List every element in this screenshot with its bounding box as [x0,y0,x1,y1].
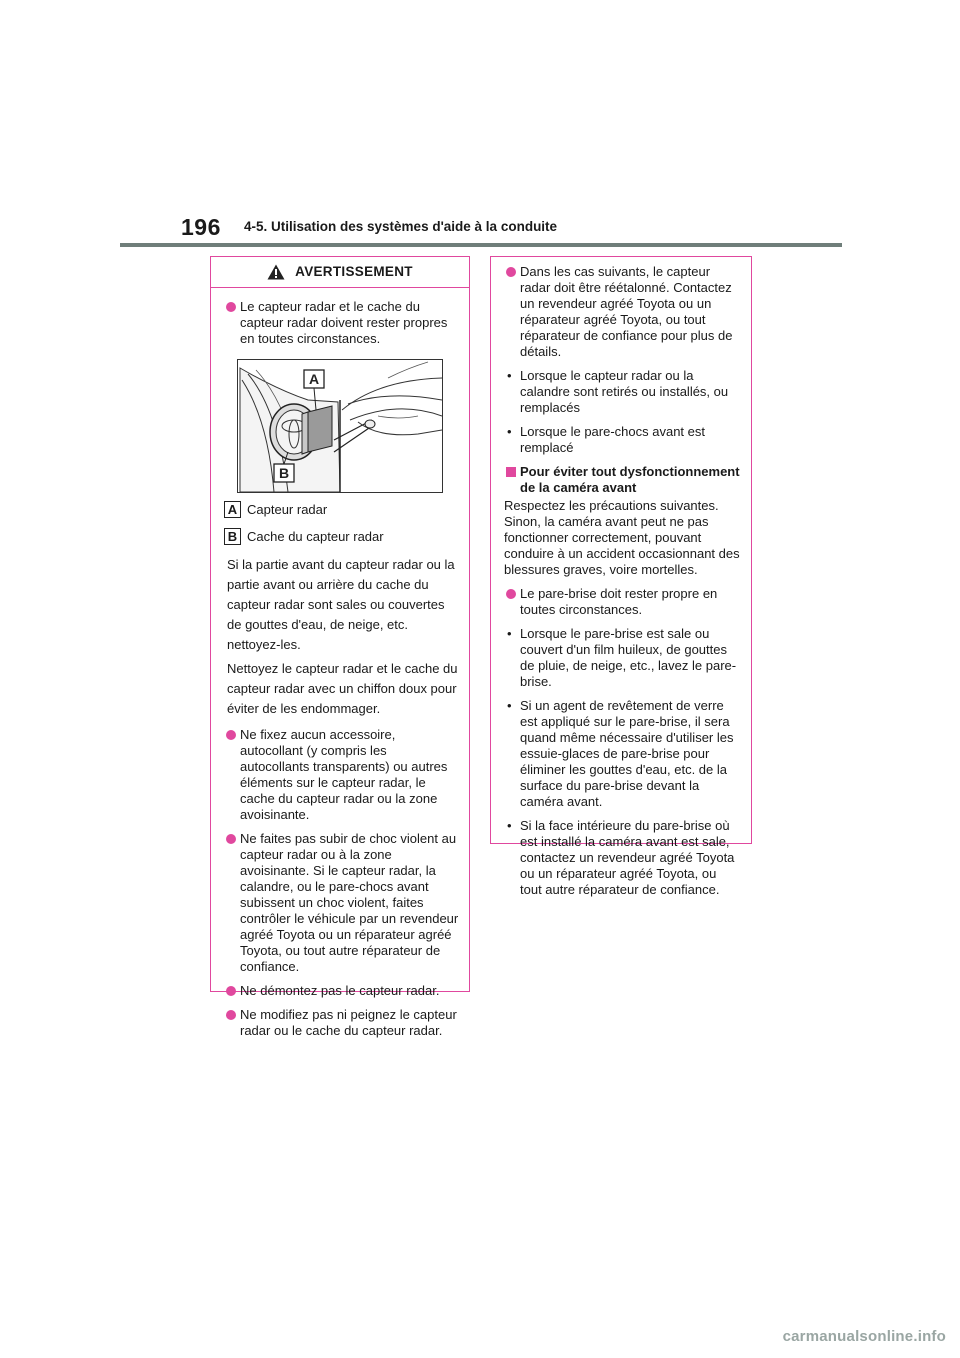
bullet-dot-icon [226,730,236,740]
legend-text-a: Capteur radar [247,501,328,517]
warning-bullet: Ne modifiez pas ni peignez le capteur radar ou le cache du capteur radar. [227,1007,459,1039]
bullet-dot-icon [226,302,236,312]
sub-item: • Si un agent de revêtement de verre est appliqué sur le pare-brise, il sera quand même nécessaire d'utiliser les essuie-glaces de pare-brise pour éliminer les gouttes d'eau, etc. de la surface du pare-brise devant la caméra avant. [507,698,734,809]
legend-item-b [224,528,459,545]
bullet-dot-icon [506,589,516,599]
legend-letter-b: B [224,528,241,545]
bullet-dot-icon [226,1010,236,1020]
sub-item: • Si la face intérieure du pare-brise où est installé la caméra avant est sale, contactez un revendeur agréé Toyota ou un réparateur agréé Toyota, ou tout autre réparateur de confiance. [507,818,735,897]
paragraph-cleaning: Si la partie avant du capteur radar ou la partie avant ou arrière du cache du capteur radar sont sales ou couvertes de gouttes d'eau, de neige, etc. nettoyez-les. [227,557,455,652]
legend-text-b: Cache du capteur radar [247,528,384,544]
warning-icon [267,264,285,280]
legend-letter-a: A [224,501,241,518]
warning-bullet: Ne fixez aucun accessoire, autocollant (y compris les autocollants transparents) ou autres éléments sur le capteur radar, le cache du capteur radar ou la zone avoisinante. [227,727,459,823]
sub-item: • Lorsque le capteur radar ou la calandre sont retirés ou installés, ou remplacés [507,368,729,415]
paragraph-intro: Respectez les précautions suivantes. Sinon, la caméra avant peut ne pas fonctionner correctement, pouvant conduire à un accident occasionnant des blessures graves, voire mortelles. [504,498,740,577]
warning-bullet: Ne faites pas subir de choc violent au capteur radar ou à la zone avoisinante. Si le capteur radar, la calandre, ou le pare-chocs avant subissent un choc violent, faites contrôler le véhicule par un revendeur agréé Toyota ou un réparateur agréé Toyota, ou tout autre réparateur de confiance. [227,831,459,975]
section-heading: Pour éviter tout dysfonctionnement de la caméra avant [507,464,741,496]
windshield-bullet: Le pare-brise doit rester propre en toutes circonstances. [507,586,741,618]
header-rule [120,243,842,247]
recalibration-bullet: Dans les cas suivants, le capteur radar doit être réétalonné. Contactez un revendeur agréé Toyota ou un réparateur agréé Toyota, ou tout réparateur de confiance pour plus de détails. [507,264,741,360]
legend-item-a [224,501,459,518]
sub-item: • Lorsque le pare-chocs avant est remplacé [507,424,705,455]
paragraph-soft-cloth: Nettoyez le capteur radar et le cache du capteur radar avec un chiffon doux pour éviter de les endommager. [227,661,458,716]
warning-bullet: Ne démontez pas le capteur radar. [227,983,459,999]
warning-box [210,256,470,1038]
bullet-dot-icon [226,834,236,844]
page-number: 196 [181,214,221,240]
page-header [0,0,960,260]
sub-item: • Lorsque le pare-brise est sale ou couvert d'un film huileux, de gouttes de pluie, de neige, etc., lavez le pare-brise. [507,626,737,689]
watermark: carmanualsonline.info [782,1328,946,1345]
bullet-dot-icon [506,267,516,277]
heading-square-icon [506,467,516,477]
section-title: 4-5. Utilisation des systèmes d'aide à la conduite [244,219,558,234]
radar-sensor-illustration [237,359,443,493]
warning-bullet: Le capteur radar et le cache du capteur radar doivent rester propres en toutes circonstances. [227,299,459,347]
bullet-dot-icon [226,986,236,996]
figure-label-b: B [278,465,290,481]
continued-warning-box [490,256,752,897]
warning-title: AVERTISSEMENT [295,264,413,279]
figure-label-a: A [308,371,320,387]
warning-header [211,257,469,288]
